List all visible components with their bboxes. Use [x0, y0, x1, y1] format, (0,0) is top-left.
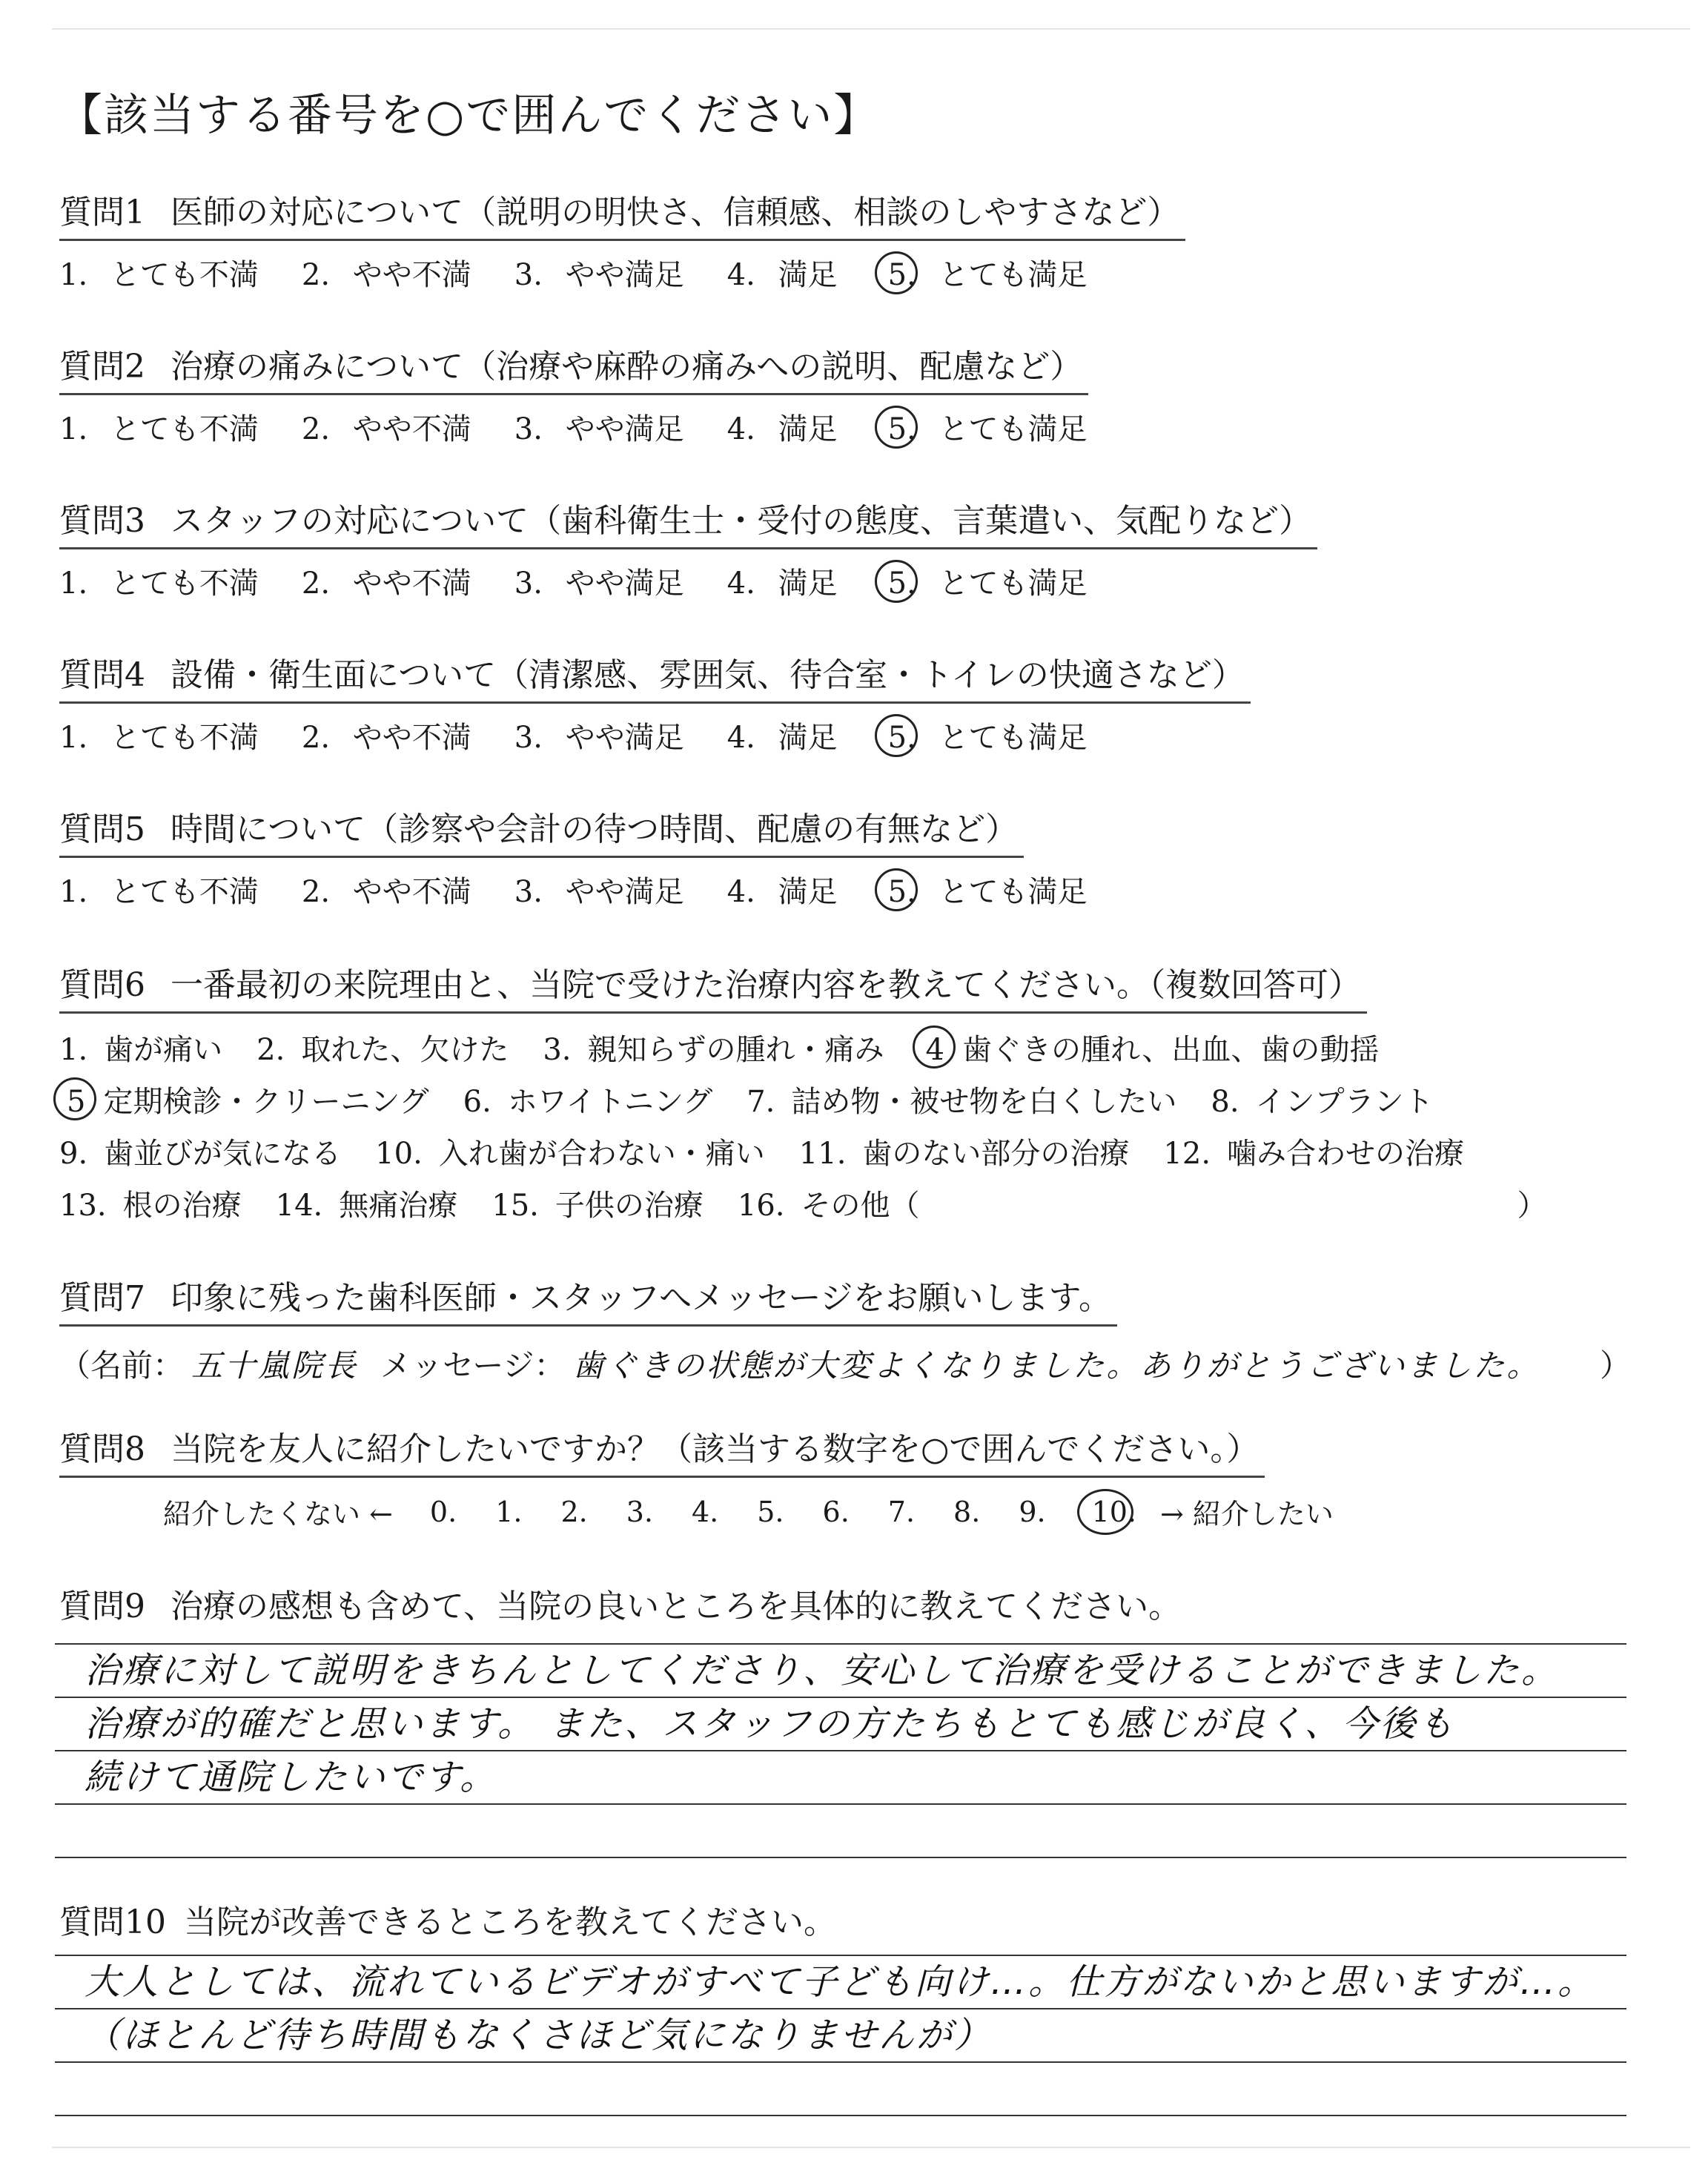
question-number: 質問6: [59, 966, 145, 1004]
reason-option[interactable]: [543, 1026, 884, 1069]
option-number: 3.: [514, 875, 543, 909]
name-label: （名前：: [59, 1347, 185, 1384]
rating-options: [59, 251, 1185, 294]
option-label: やや不満: [352, 258, 471, 292]
question-9-answer[interactable]: [55, 1643, 1626, 1858]
option-label: とても不満: [110, 875, 259, 909]
option-label: とても満足: [939, 721, 1088, 755]
scale-number: 6.: [822, 1495, 850, 1528]
question-1: [59, 185, 1185, 294]
option-label: やや不満: [352, 875, 471, 909]
message-line: [59, 1341, 1631, 1386]
rating-option-4[interactable]: [727, 406, 838, 448]
option-number: 4.: [726, 721, 755, 755]
option-label: 満足: [778, 875, 838, 909]
answer-line: 続けて通院したいです。: [55, 1751, 1626, 1805]
option-number: 2.: [301, 258, 331, 292]
option-label: やや満足: [565, 412, 684, 446]
recommend-scale: [59, 1491, 1334, 1532]
question-text: スタッフの対応について（歯科衛生士・受付の態度、言葉遣い、気配りなど）: [171, 502, 1312, 540]
option-label: とても不満: [110, 412, 259, 446]
option-label: その他（: [801, 1188, 920, 1223]
rating-option-2[interactable]: [302, 251, 471, 294]
option-number: 1.: [59, 567, 88, 601]
question-text: 治療の痛みについて（治療や麻酔の痛みへの説明、配慮など）: [171, 348, 1083, 386]
question-2: [59, 340, 1130, 448]
scale-left-label: 紹介したくない ←: [163, 1498, 393, 1530]
question-6: [59, 958, 1547, 1229]
question-number: 質問1: [59, 194, 145, 231]
option-label: 子供の治療: [555, 1188, 704, 1223]
question-8-title: [59, 1422, 1265, 1478]
question-number: 質問5: [59, 810, 145, 848]
option-label: やや満足: [565, 721, 684, 755]
question-8: [59, 1422, 1334, 1532]
question-text: 設備・衛生面について（清潔感、雰囲気、待合室・トイレの快適さなど）: [171, 656, 1245, 694]
option-number: 4: [925, 1032, 944, 1067]
rating-options: [59, 560, 1317, 602]
option-label: 歯ぐきの腫れ、出血、歯の動揺: [961, 1032, 1380, 1067]
question-number: 質問10: [59, 1903, 166, 1941]
option-row: [59, 1021, 1547, 1073]
answer-line: 治療が的確だと思います。 また、スタッフの方たちもとても感じが良く、今後も: [55, 1698, 1626, 1751]
reason-option[interactable]: [738, 1182, 920, 1224]
option-number: 5.: [887, 412, 916, 446]
rating-option-5[interactable]: [881, 251, 1088, 294]
option-number: 4.: [726, 567, 755, 601]
answer-line: 大人としては、流れているビデオがすべて子ども向け…。仕方がないかと思いますが…。: [55, 1955, 1626, 2009]
rating-option-3[interactable]: [514, 251, 684, 294]
option-number: 16.: [737, 1188, 785, 1223]
rating-option-3[interactable]: [514, 714, 684, 756]
reason-option[interactable]: [375, 1130, 765, 1172]
question-4-title: [59, 648, 1251, 704]
reason-option[interactable]: [256, 1026, 509, 1069]
question-text: 印象に残った歯科医師・スタッフへメッセージをお願いします。: [171, 1279, 1111, 1317]
question-6-options: [59, 1021, 1547, 1229]
option-label: 定期検診・クリーニング: [103, 1084, 429, 1119]
question-text: 当院が改善できるところを教えてください。: [184, 1903, 836, 1941]
page-heading: 【該当する番号を○で囲んでください】: [58, 90, 880, 142]
question-6-title: [59, 958, 1367, 1014]
option-label: 噛み合わせの治療: [1227, 1136, 1465, 1171]
scale-number: 8.: [953, 1495, 981, 1528]
name-value[interactable]: 五十嵐院長: [191, 1347, 359, 1384]
option-number: 10.: [375, 1136, 423, 1171]
reason-option[interactable]: [918, 1026, 1380, 1069]
reason-option[interactable]: [59, 1026, 222, 1069]
question-10-answer[interactable]: [55, 1955, 1626, 2116]
option-number: 6.: [463, 1084, 491, 1119]
question-number: 質問4: [59, 656, 145, 694]
option-number: 3.: [543, 1032, 572, 1067]
answer-line: [55, 2063, 1626, 2116]
scale-number: 10.: [1091, 1495, 1137, 1528]
rating-option-1[interactable]: [59, 406, 259, 448]
rating-option-4[interactable]: [727, 560, 838, 602]
close-paren: ）: [1599, 1347, 1631, 1384]
reason-option[interactable]: [59, 1130, 341, 1172]
rating-option-5[interactable]: [881, 714, 1088, 756]
option-number: 2.: [301, 412, 331, 446]
rating-option-1[interactable]: [59, 560, 259, 602]
option-number: 11.: [798, 1136, 847, 1171]
reason-option[interactable]: [491, 1182, 704, 1224]
option-label: 親知らずの腫れ・痛み: [587, 1032, 884, 1067]
reason-option[interactable]: [747, 1078, 1176, 1120]
option-label: 入れ歯が合わない・痛い: [438, 1136, 765, 1171]
option-number: 4.: [726, 258, 755, 292]
option-number: 5.: [887, 567, 916, 601]
rating-option-3[interactable]: [514, 406, 684, 448]
option-label: とても不満: [110, 567, 259, 601]
rating-options: [59, 406, 1130, 448]
scale-right-label: → 紹介したい: [1160, 1498, 1334, 1530]
question-7-title: [59, 1271, 1117, 1327]
answer-line: 治療に対して説明をきちんとしてくださり、安心して治療を受けることができました。: [55, 1643, 1626, 1698]
rating-option-2[interactable]: [302, 406, 471, 448]
scale-number: 7.: [887, 1495, 916, 1528]
option-number: 2.: [301, 721, 331, 755]
rating-option-4[interactable]: [727, 868, 838, 911]
question-text: 医師の対応について（説明の明快さ、信頼感、相談のしやすさなど）: [171, 194, 1180, 231]
question-number: 質問9: [59, 1588, 145, 1625]
option-number: 1.: [59, 875, 88, 909]
rating-option-1[interactable]: [59, 251, 259, 294]
option-number: 1.: [59, 412, 88, 446]
question-3: [59, 494, 1317, 602]
option-label: とても満足: [939, 258, 1088, 292]
question-5: [59, 802, 1130, 911]
option-label: 根の治療: [122, 1188, 242, 1223]
reason-option[interactable]: [276, 1182, 458, 1224]
option-label: 取れた、欠けた: [301, 1032, 509, 1067]
question-2-title: [59, 340, 1088, 395]
answer-line: （ほとんど待ち時間もなくさほど気になりませんが）: [55, 2009, 1626, 2063]
message-label: メッセージ：: [380, 1347, 566, 1384]
question-number: 質問7: [59, 1279, 145, 1317]
option-number: 3.: [514, 721, 543, 755]
question-9: [59, 1579, 1181, 1627]
option-number: 2.: [256, 1032, 285, 1067]
scale-option[interactable]: [1019, 1496, 1045, 1528]
option-label: 歯並びが気になる: [104, 1136, 342, 1171]
option-label: とても満足: [939, 875, 1088, 909]
option-number: 2.: [301, 567, 331, 601]
rating-option-2[interactable]: [302, 868, 471, 911]
question-1-title: [59, 185, 1185, 241]
question-5-title: [59, 802, 1024, 858]
question-text: 時間について（診察や会計の待つ時間、配慮の有無など）: [171, 810, 1019, 848]
option-label: 満足: [778, 258, 838, 292]
top-border: [52, 28, 1690, 30]
option-number: 8.: [1211, 1084, 1239, 1119]
scale-option[interactable]: [1085, 1495, 1137, 1528]
option-label: やや満足: [565, 875, 684, 909]
scale-option[interactable]: [823, 1496, 850, 1528]
option-label: 歯が痛い: [104, 1032, 223, 1067]
option-number: 15.: [491, 1188, 539, 1223]
rating-option-4[interactable]: [727, 714, 838, 756]
option-number: 3.: [514, 412, 543, 446]
option-label: やや満足: [565, 567, 684, 601]
option-number: 1.: [59, 1032, 88, 1067]
option-number: 5.: [887, 721, 916, 755]
scale-option[interactable]: [757, 1496, 784, 1528]
option-label: とても不満: [110, 258, 259, 292]
rating-option-2[interactable]: [302, 560, 471, 602]
question-number: 質問2: [59, 348, 145, 386]
scale-number: 2.: [560, 1495, 588, 1528]
other-close-paren: ）: [1517, 1188, 1547, 1223]
rating-option-1[interactable]: [59, 714, 259, 756]
rating-option-3[interactable]: [514, 868, 684, 911]
scale-number: 1.: [495, 1495, 523, 1528]
option-label: 無痛治療: [339, 1188, 458, 1223]
scale-option[interactable]: [430, 1496, 457, 1528]
option-number: 2.: [301, 875, 331, 909]
option-number: 4.: [726, 875, 755, 909]
reason-option[interactable]: [1163, 1130, 1464, 1172]
question-number: 質問8: [59, 1430, 145, 1468]
option-number: 5.: [887, 875, 916, 909]
option-label: やや満足: [565, 258, 684, 292]
rating-option-2[interactable]: [302, 714, 471, 756]
option-label: とても不満: [110, 721, 259, 755]
option-number: 3.: [514, 567, 543, 601]
rating-option-4[interactable]: [727, 251, 838, 294]
bottom-border: [52, 2147, 1690, 2148]
scale-option[interactable]: [495, 1496, 522, 1528]
option-number: 5: [67, 1084, 86, 1119]
option-row: [59, 1125, 1547, 1177]
option-label: やや不満: [352, 412, 471, 446]
option-number: 14.: [275, 1188, 323, 1223]
option-label: とても満足: [939, 412, 1088, 446]
option-number: 9.: [59, 1136, 88, 1171]
option-label: 満足: [778, 412, 838, 446]
answer-line: [55, 1805, 1626, 1858]
scale-option[interactable]: [626, 1496, 653, 1528]
option-number: 4.: [726, 412, 755, 446]
option-number: 1.: [59, 721, 88, 755]
reason-option[interactable]: [799, 1130, 1130, 1172]
question-number: 質問3: [59, 502, 145, 540]
option-number: 12.: [1163, 1136, 1211, 1171]
option-row: [59, 1073, 1547, 1125]
option-label: 詰め物・被せ物を白くしたい: [791, 1084, 1177, 1119]
option-label: 満足: [778, 567, 838, 601]
scale-option[interactable]: [560, 1496, 587, 1528]
scale-number: 0.: [429, 1495, 457, 1528]
option-label: やや不満: [352, 721, 471, 755]
scale-number: 9.: [1019, 1495, 1046, 1528]
rating-options: [59, 714, 1251, 756]
option-row: [59, 1177, 1547, 1229]
question-text: 治療の感想も含めて、当院の良いところを具体的に教えてください。: [171, 1588, 1182, 1625]
option-label: とても満足: [939, 567, 1088, 601]
option-number: 13.: [59, 1188, 107, 1223]
option-label: ホワイトニング: [507, 1084, 713, 1119]
reason-option[interactable]: [463, 1078, 713, 1120]
scale-number: 4.: [691, 1495, 719, 1528]
question-4: [59, 648, 1251, 756]
scale-number: 3.: [626, 1495, 653, 1528]
scale-number: 5.: [757, 1495, 784, 1528]
option-number: 7.: [747, 1084, 775, 1119]
option-number: 1.: [59, 258, 88, 292]
rating-option-3[interactable]: [514, 560, 684, 602]
rating-options: [59, 868, 1130, 911]
reason-option[interactable]: [59, 1078, 429, 1120]
question-text: 一番最初の来院理由と、当院で受けた治療内容を教えてください。（複数回答可）: [171, 966, 1361, 1004]
question-10: [59, 1895, 836, 1943]
question-10-title: [59, 1895, 836, 1943]
rating-option-1[interactable]: [59, 868, 259, 911]
scale-option[interactable]: [888, 1496, 915, 1528]
option-number: 3.: [514, 258, 543, 292]
message-value[interactable]: 歯ぐきの状態が大変よくなりました。ありがとうございました。: [572, 1347, 1540, 1384]
question-9-title: [59, 1579, 1181, 1627]
option-label: 歯のない部分の治療: [862, 1136, 1130, 1171]
option-number: 5.: [887, 258, 916, 292]
question-3-title: [59, 494, 1317, 549]
option-label: 満足: [778, 721, 838, 755]
scale-option[interactable]: [953, 1496, 980, 1528]
rating-option-5[interactable]: [881, 560, 1088, 602]
scale-option[interactable]: [692, 1496, 718, 1528]
rating-option-5[interactable]: [881, 868, 1088, 911]
option-label: やや不満: [352, 567, 471, 601]
reason-option[interactable]: [59, 1182, 242, 1224]
question-text: 当院を友人に紹介したいですか？（該当する数字を○で囲んでください。）: [171, 1430, 1260, 1468]
rating-option-5[interactable]: [881, 406, 1088, 448]
option-label: インプラント: [1255, 1084, 1434, 1119]
reason-option[interactable]: [1211, 1078, 1433, 1120]
question-7: [59, 1271, 1631, 1386]
